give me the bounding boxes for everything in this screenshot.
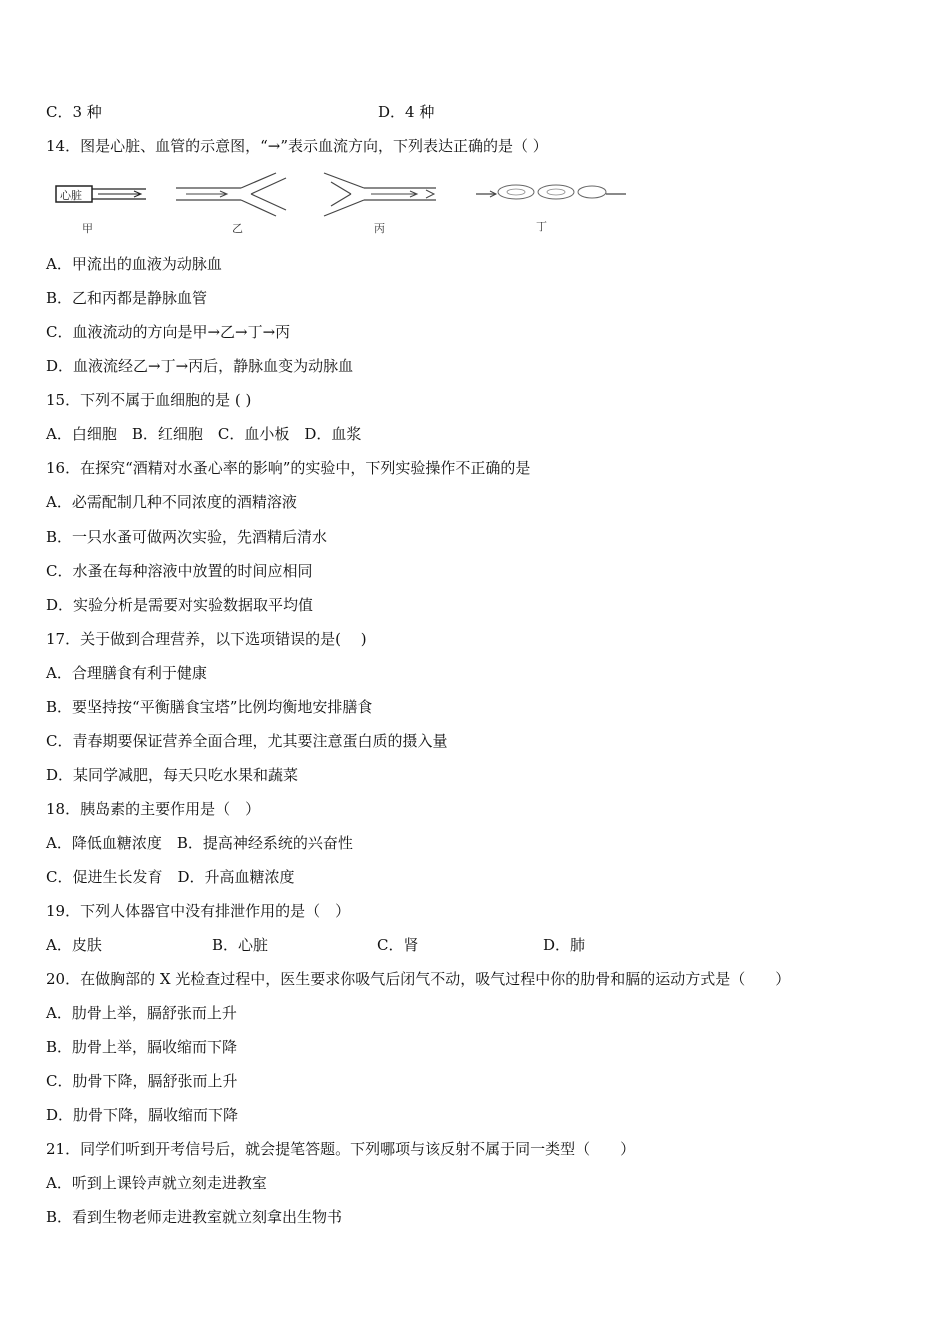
figure-ding — [476, 185, 626, 199]
q17-option-b: B．要坚持按“平衡膳食宝塔”比例均衡地安排膳食 — [46, 698, 373, 716]
blood-vessel-figure — [46, 168, 626, 240]
q15-stem: 15．下列不属于血细胞的是 ( ) — [46, 391, 252, 409]
q16-option-d: D．实验分析是需要对实验数据取平均值 — [46, 596, 314, 614]
q19-stem: 19．下列人体器官中没有排泄作用的是（ ） — [46, 902, 351, 920]
q17-option-c: C．青春期要保证营养全面合理，尤其要注意蛋白质的摄入量 — [46, 732, 448, 750]
figure-bing — [324, 173, 436, 216]
q16-stem: 16．在探究“酒精对水蚤心率的影响”的实验中，下列实验操作不正确的是 — [46, 459, 531, 477]
q20-option-a: A．肋骨上举，膈舒张而上升 — [46, 1004, 237, 1022]
q21-option-a: A．听到上课铃声就立刻走进教室 — [46, 1174, 267, 1192]
q20-option-d: D．肋骨下降，膈收缩而下降 — [46, 1106, 239, 1124]
q14-stem: 14．图是心脏、血管的示意图，“→”表示血流方向，下列表达正确的是（ ） — [46, 137, 548, 155]
q20-stem: 20．在做胸部的 X 光检查过程中，医生要求你吸气后闭气不动，吸气过程中你的肋骨和膈的运动方式是（ ） — [46, 970, 791, 988]
q18-stem: 18．胰岛素的主要作用是（ ） — [46, 800, 261, 818]
q13-option-d: D．4 种 — [378, 103, 435, 121]
q20-option-c: C．肋骨下降，膈舒张而上升 — [46, 1072, 238, 1090]
heart-box-label: 心脏 — [60, 189, 82, 202]
figure-label-yi: 乙 — [232, 222, 243, 235]
q14-option-c: C．血液流动的方向是甲→乙→丁→丙 — [46, 323, 291, 341]
q19-option-b: B．心脏 — [212, 936, 269, 954]
figure-yi — [176, 173, 286, 216]
q20-option-b: B．肋骨上举，膈收缩而下降 — [46, 1038, 238, 1056]
q16-option-c: C．水蚤在每种溶液中放置的时间应相同 — [46, 562, 313, 580]
q18-options-line2: C．促进生长发育 D．升高血糖浓度 — [46, 868, 295, 886]
figure-label-jia: 甲 — [82, 222, 93, 235]
figure-jia — [56, 186, 146, 202]
q17-stem: 17．关于做到合理营养，以下选项错误的是( ) — [46, 630, 367, 648]
q17-option-a: A．合理膳食有利于健康 — [46, 664, 207, 682]
q14-option-b: B．乙和丙都是静脉血管 — [46, 289, 208, 307]
q14-option-d: D．血液流经乙→丁→丙后，静脉血变为动脉血 — [46, 357, 354, 375]
q19-option-d: D．肺 — [543, 936, 586, 954]
figure-label-bing: 丙 — [374, 222, 385, 235]
q14-option-a: A．甲流出的血液为动脉血 — [46, 255, 222, 273]
q16-option-a: A．必需配制几种不同浓度的酒精溶液 — [46, 493, 297, 511]
q17-option-d: D．某同学减肥，每天只吃水果和蔬菜 — [46, 766, 299, 784]
q21-stem: 21．同学们听到开考信号后，就会提笔答题。下列哪项与该反射不属于同一类型（ ） — [46, 1140, 636, 1158]
q13-option-c: C．3 种 — [46, 103, 102, 121]
q18-options-line1: A．降低血糖浓度 B．提高神经系统的兴奋性 — [46, 834, 353, 852]
q21-option-b: B．看到生物老师走进教室就立刻拿出生物书 — [46, 1208, 343, 1226]
q19-option-a: A．皮肤 — [46, 936, 102, 954]
figure-label-ding: 丁 — [536, 220, 547, 233]
q19-option-c: C．肾 — [377, 936, 419, 954]
q15-options: A．白细胞 B．红细胞 C．血小板 D．血浆 — [46, 425, 362, 443]
q16-option-b: B．一只水蚤可做两次实验，先酒精后清水 — [46, 528, 328, 546]
